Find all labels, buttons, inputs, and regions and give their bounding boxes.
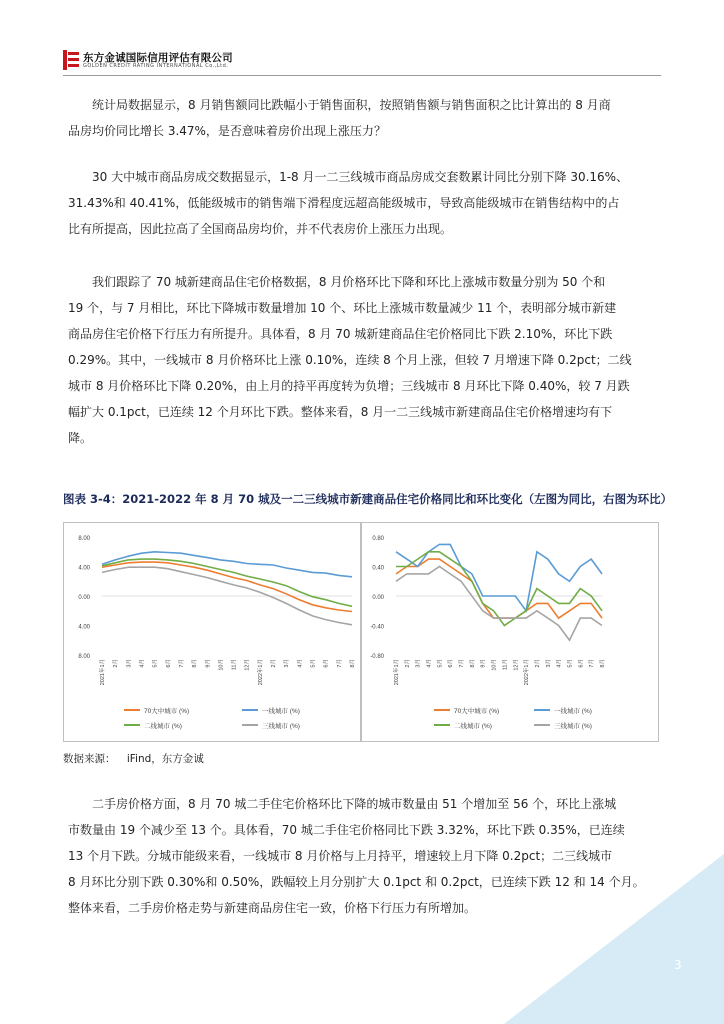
x-tick-label: 3月 <box>126 659 133 668</box>
series-line <box>396 559 602 618</box>
x-tick-label: 4月 <box>426 659 433 668</box>
paragraph-line: 城市 8 月价格环比下降 0.20%，由上月的持平再度转为负增；三线城市 8 月环比下降 0.40%，较 7 月跌 <box>68 379 630 393</box>
paragraph-line: 二手房价格方面，8 月 70 城二手住宅价格环比下降的城市数量由 51 个增加至 56 个，环比上涨城 <box>92 797 617 811</box>
y-tick-label: 0.00 <box>372 595 384 601</box>
x-tick-label: 3月 <box>284 659 291 668</box>
x-tick-label: 2月 <box>534 659 541 668</box>
x-tick-label: 2月 <box>113 659 120 668</box>
chart-yoy <box>63 522 361 742</box>
x-tick-label: 9月 <box>205 659 212 668</box>
x-tick-label: 12月 <box>513 659 520 671</box>
x-tick-label: 8月 <box>469 659 476 668</box>
page-number: 3 <box>674 958 682 972</box>
y-tick-label: 4.00 <box>78 624 90 631</box>
chart-yoy-svg <box>64 523 360 741</box>
x-tick-label: 6月 <box>448 659 455 668</box>
paragraph-line: 市数量由 19 个减少至 13 个。具体看，70 城二手住宅价格同比下跌 3.32%，环比下跌 0.35%，已连续 <box>68 823 625 837</box>
x-tick-label: 11月 <box>502 659 509 671</box>
x-tick-label: 9月 <box>480 659 487 668</box>
paragraph-line: 整体来看，二手房价格走势与新建商品房住宅一致，价格下行压力有所增加。 <box>68 901 477 915</box>
company-logo-icon <box>63 50 79 70</box>
x-tick-label: 5月 <box>152 659 159 668</box>
x-tick-label: 11月 <box>231 659 238 671</box>
data-source-text: iFind，东方金诚 <box>126 753 204 765</box>
x-tick-label: 12月 <box>244 659 251 671</box>
paragraph-line: 13 个月下跌。分城市能级来看，一线城市 8 月价格与上月持平，增速较上月下降 0.2pct；二三线城市 <box>68 849 613 863</box>
paragraph-line: 商品房住宅价格下行压力有所提升。具体看，8 月 70 城新建商品住宅价格同比下跌 2.10%，环比下跌 <box>68 327 613 341</box>
series-line <box>102 562 352 611</box>
y-tick-label: 4.00 <box>78 565 90 572</box>
x-tick-label: 8月 <box>192 659 199 668</box>
x-tick-label: 3月 <box>415 659 422 668</box>
paragraph-line: 31.43%和 40.41%，低能级城市的销售端下滑程度远超高能级城市，导致高能级城市在销售结构中的占 <box>68 196 620 210</box>
paragraph-line: 品房均价同比增长 3.47%，是否意味着房价出现上涨压力？ <box>68 124 386 138</box>
series-line <box>396 567 602 641</box>
legend-label: 70大中城市 (%) <box>144 708 190 715</box>
company-name-cn: 东方金诚国际信用评估有限公司 <box>83 52 233 64</box>
x-tick-label: 5月 <box>437 659 444 668</box>
y-tick-label: -0.80 <box>370 654 384 660</box>
y-tick-label: -0.40 <box>370 624 384 631</box>
x-tick-label: 8月 <box>600 659 606 668</box>
corner-decoration <box>504 854 724 1024</box>
x-tick-label: 10月 <box>491 659 498 671</box>
legend-label: 二线城市 (%) <box>144 723 182 730</box>
legend-label: 一线城市 (%) <box>262 708 300 715</box>
x-tick-label: 2021年1月 <box>394 659 400 686</box>
paragraph-line: 8 月环比分别下跌 0.30%和 0.50%，跌幅较上月分别扩大 0.1pct 和 0.2pct，已连续下跌 12 和 14 个月。 <box>68 875 645 889</box>
paragraph-line: 比有所提高，因此拉高了全国商品房均价，并不代表房价上涨压力出现。 <box>68 222 453 236</box>
x-tick-label: 6月 <box>165 659 172 668</box>
chart-mom-svg <box>362 523 658 741</box>
legend-label: 三线城市 (%) <box>262 723 300 730</box>
x-tick-label: 7月 <box>459 659 466 668</box>
paragraph-line: 0.29%。其中，一线城市 8 月价格环比上涨 0.10%，连续 8 个月上涨，但较 7 月增速下降 0.2pct；二线 <box>68 353 632 367</box>
legend-label: 70大中城市 (%) <box>454 708 500 715</box>
x-tick-label: 10月 <box>218 659 225 671</box>
x-tick-label: 4月 <box>556 659 563 668</box>
company-name-en: GOLDEN CREDIT RATING INTERNATIONAL Co.,Ltd. <box>83 63 229 69</box>
x-tick-label: 3月 <box>545 659 552 668</box>
legend-label: 一线城市 (%) <box>554 708 592 715</box>
x-tick-label: 2021年1月 <box>100 659 106 686</box>
chart-mom <box>361 522 659 742</box>
y-tick-label: 8.00 <box>78 536 90 542</box>
x-tick-label: 4月 <box>139 659 146 668</box>
data-source-label: 数据来源： <box>63 753 116 765</box>
x-tick-label: 6月 <box>323 659 330 668</box>
x-tick-label: 5月 <box>567 659 574 668</box>
x-tick-label: 7月 <box>589 659 596 668</box>
x-tick-label: 8月 <box>350 659 356 668</box>
paragraph-line: 19 个，与 7 月相比，环比下降城市数量增加 10 个、环比上涨城市数量减少 11 个，表明部分城市新建 <box>68 301 617 315</box>
y-tick-label: 0.80 <box>372 536 384 542</box>
page-header <box>63 48 661 74</box>
x-tick-label: 2月 <box>271 659 278 668</box>
header-divider <box>63 75 661 76</box>
legend-label: 二线城市 (%) <box>454 723 492 730</box>
paragraph-line: 降。 <box>68 431 93 445</box>
x-tick-label: 4月 <box>297 659 304 668</box>
y-tick-label: 8.00 <box>78 654 90 660</box>
y-tick-label: 0.00 <box>78 595 90 601</box>
data-source <box>63 751 204 766</box>
x-tick-label: 2月 <box>404 659 411 668</box>
figure-title: 图表 3-4：2021-2022 年 8 月 70 城及一二三线城市新建商品住宅价格同比和环比变化（左图为同比，右图为环比） <box>63 492 673 506</box>
paragraph-line: 我们跟踪了 70 城新建商品住宅价格数据，8 月价格环比下降和环比上涨城市数量分别为 50 个和 <box>92 275 606 289</box>
paragraph-line: 统计局数据显示，8 月销售额同比跌幅小于销售面积，按照销售额与销售面积之比计算出的 8 月商 <box>92 98 611 112</box>
x-tick-label: 6月 <box>578 659 585 668</box>
paragraph-2 <box>68 164 662 242</box>
paragraph-3 <box>68 269 662 451</box>
x-tick-label: 7月 <box>178 659 185 668</box>
series-line <box>396 552 602 626</box>
x-tick-label: 7月 <box>336 659 343 668</box>
paragraph-1 <box>68 92 662 144</box>
y-tick-label: 0.40 <box>372 565 384 572</box>
paragraph-line: 幅扩大 0.1pct，已连续 12 个月环比下跌。整体来看，8 月一二三线城市新建商品住宅价格增速均有下 <box>68 405 613 419</box>
paragraph-line: 30 大中城市商品房成交数据显示，1-8 月一二三线城市商品房成交套数累计同比分别下降 30.16%、 <box>92 170 629 184</box>
legend-label: 三线城市 (%) <box>554 723 592 730</box>
series-line <box>102 552 352 577</box>
x-tick-label: 5月 <box>310 659 317 668</box>
x-tick-label: 2022年1月 <box>257 659 264 686</box>
x-tick-label: 2022年1月 <box>524 659 531 686</box>
